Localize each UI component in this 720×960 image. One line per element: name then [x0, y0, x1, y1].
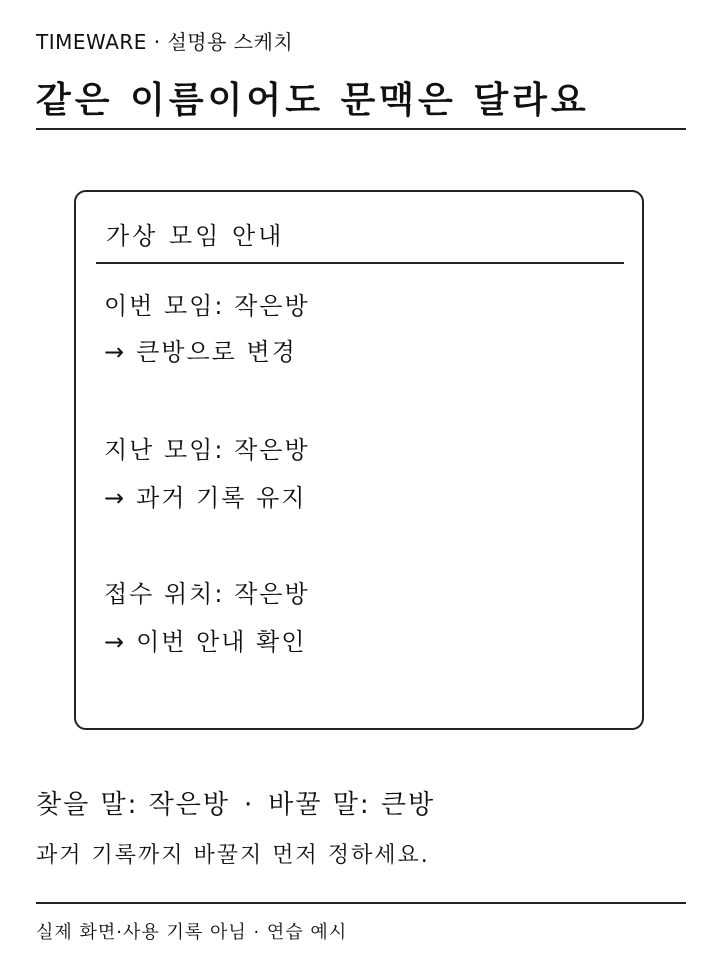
- item-label: 접수 위치: 작은방: [104, 580, 310, 608]
- separator: ·: [244, 790, 255, 820]
- card-title: 가상 모임 안내: [106, 222, 285, 250]
- item-note-text: 과거 기록 유지: [136, 484, 307, 512]
- arrow-icon: →: [104, 338, 127, 366]
- card-divider: [96, 262, 624, 264]
- header-divider: [36, 128, 686, 130]
- item-note-text: 큰방으로 변경: [136, 338, 297, 366]
- item-label: 지난 모임: 작은방: [104, 436, 310, 464]
- arrow-icon: →: [104, 628, 127, 656]
- footer-note: 실제 화면·사용 기록 아님 · 연습 예시: [36, 922, 348, 943]
- notice-card: [74, 190, 644, 730]
- item-label: 이번 모임: 작은방: [104, 292, 310, 320]
- item-note-text: 이번 안내 확인: [136, 628, 307, 656]
- find-term: 찾을 말: 작은방: [36, 790, 230, 820]
- footer-divider: [36, 902, 686, 904]
- replace-term: 바꿀 말: 큰방: [268, 790, 436, 820]
- arrow-icon: →: [104, 484, 127, 512]
- eyebrow: TIMEWARE · 설명용 스케치: [36, 30, 294, 54]
- page-title: 같은 이름이어도 문맥은 달라요: [36, 80, 590, 121]
- item-note: [104, 478, 306, 513]
- item-note: [104, 622, 306, 657]
- hint-text: 과거 기록까지 바꿀지 먼저 정하세요.: [36, 843, 430, 868]
- item-note: [104, 332, 297, 367]
- find-replace-summary: [36, 784, 435, 821]
